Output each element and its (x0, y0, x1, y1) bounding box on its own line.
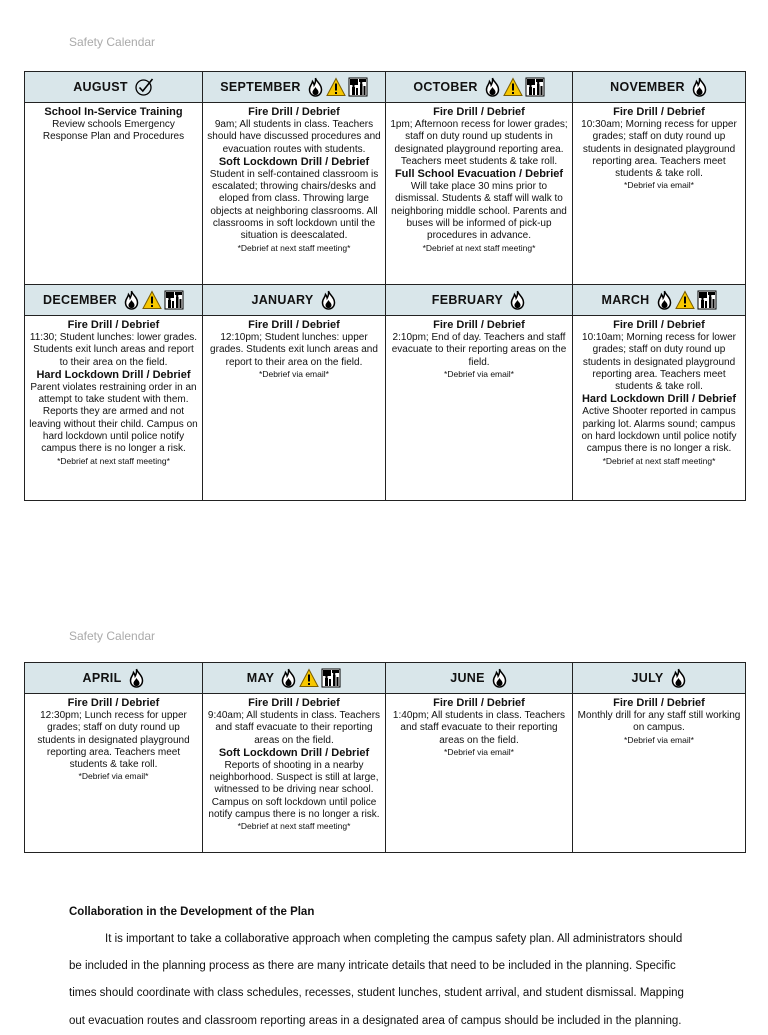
debrief-note: *Debrief at next staff meeting* (422, 242, 536, 253)
warning-icon (142, 290, 162, 310)
month-name: AUGUST (73, 79, 128, 94)
event-title: Fire Drill / Debrief (433, 106, 525, 118)
event-description: Review schools Emergency Response Plan and Procedures (42, 119, 185, 143)
event-description: Student in self-contained classroom is escalated; throwing chairs/desks and eloped from class. Throwing large objects at neighboring classrooms. All classrooms in soft lockdown until the situation is deescalated. (209, 168, 379, 242)
debrief-note: *Debrief at next staff meeting* (237, 242, 351, 253)
month-events-october (386, 103, 573, 285)
warning-icon (503, 77, 523, 97)
debrief-note: *Debrief via email* (624, 180, 694, 191)
essay-section (69, 906, 694, 1035)
month-header-march (573, 285, 746, 316)
fire-icon (280, 668, 297, 688)
debrief-note: *Debrief via email* (259, 368, 329, 379)
drill-icons (307, 77, 368, 97)
month-header-december (25, 285, 203, 316)
debrief-note: *Debrief via email* (78, 771, 149, 782)
fire-icon (320, 290, 337, 310)
event-title: Full School Evacuation / Debrief (394, 168, 564, 181)
month-header-row (25, 285, 746, 316)
fire-icon (491, 668, 508, 688)
event-title: Hard Lockdown Drill / Debrief (36, 368, 191, 381)
month-name: JULY (631, 670, 664, 685)
month-header-november (573, 72, 746, 103)
event-description: 9am; All students in class. Teachers should have discussed procedures and evacuation routes with students. (207, 119, 381, 155)
month-name: APRIL (82, 670, 122, 685)
month-header-may (203, 663, 386, 694)
month-events-june (386, 694, 573, 853)
month-content-row (25, 316, 746, 501)
month-name: DECEMBER (43, 292, 117, 307)
event-description: 2:10pm; End of day. Teachers and staff evacuate to their reporting areas on the field. (391, 332, 567, 368)
month-name: JUNE (450, 670, 485, 685)
fire-icon (691, 77, 708, 97)
event-title: Soft Lockdown Drill / Debrief (218, 155, 370, 168)
event-title: Fire Drill / Debrief (613, 106, 705, 118)
debrief-note: *Debrief at next staff meeting* (57, 455, 170, 466)
month-events-may (203, 694, 386, 853)
month-header-september (203, 72, 386, 103)
month-header-october (386, 72, 573, 103)
event-description: 1pm; Afternoon recess for lower grades; staff on duty round up students in designated playground reporting area. Teachers meet students & take roll. (390, 119, 568, 167)
safety-calendar-table (24, 662, 746, 853)
month-name: MARCH (601, 292, 650, 307)
month-events-april (25, 694, 203, 853)
event-description: 12:10pm; Student lunches: upper grades. Students exit lunch areas and report to their area on the field. (210, 332, 378, 368)
fire-icon (656, 290, 673, 310)
event-title: Fire Drill / Debrief (67, 319, 160, 331)
lockdown-icon (525, 77, 545, 97)
lockdown-icon (697, 290, 717, 310)
drill-icons (691, 77, 708, 97)
month-events-september (203, 103, 386, 285)
event-title: Fire Drill / Debrief (248, 106, 340, 118)
month-events-august (25, 103, 203, 285)
month-events-july (573, 694, 746, 853)
event-description: Reports of shooting in a nearby neighborhood. Suspect is still at large, witnessed to be driving near school. Campus on soft lockdown until police notify campus there is no longer a risk. (208, 759, 380, 821)
event-title: Fire Drill / Debrief (433, 319, 525, 331)
warning-icon (326, 77, 346, 97)
event-description: 11:30; Student lunches: lower grades. Students exit lunch areas and report to their area on the field. (29, 332, 198, 368)
drill-icons (670, 668, 687, 688)
lockdown-icon (348, 77, 368, 97)
event-description: Monthly drill for any staff still working on campus. (577, 710, 741, 734)
fire-icon (307, 77, 324, 97)
check-icon (134, 77, 154, 97)
essay-paragraph: It is important to take a collaborative approach when completing the campus safety plan. All administrators should be included in the planning process as there are many intricate details that need to be included in the planning. Specific times should coordinate with class schedules, recesses, student lunches, student arrival, and student dismissal. Mapping out evacuation routes and classroom reporting areas in a designated area of campus should be included in the planning. (69, 933, 684, 1027)
month-name: JANUARY (251, 292, 314, 307)
month-name: OCTOBER (413, 79, 478, 94)
month-name: FEBRUARY (431, 292, 504, 307)
event-title: Fire Drill / Debrief (613, 319, 705, 331)
event-description: 10:10am; Morning recess for lower grades; staff on duty round up students in designated playground reporting area. Teachers meet students & take roll. (582, 332, 736, 393)
drill-icons (656, 290, 717, 310)
month-events-december (25, 316, 203, 501)
event-title: Fire Drill / Debrief (248, 319, 340, 331)
month-name: NOVEMBER (610, 79, 685, 94)
fire-icon (509, 290, 526, 310)
warning-icon (675, 290, 695, 310)
calendar-label: Safety Calendar (69, 35, 156, 49)
event-description: Active Shooter reported in campus parking lot. Alarms sound; campus on hard lockdown until police notify campus there is no longer a risk. (581, 406, 737, 455)
month-events-february (386, 316, 573, 501)
event-title: Fire Drill / Debrief (248, 697, 340, 709)
event-title: Hard Lockdown Drill / Debrief (581, 393, 737, 406)
drill-icons (128, 668, 145, 688)
drill-icons (320, 290, 337, 310)
month-content-row (25, 694, 746, 853)
fire-icon (123, 290, 140, 310)
event-title: Fire Drill / Debrief (613, 697, 705, 709)
debrief-note: *Debrief via email* (444, 746, 514, 757)
drill-icons (491, 668, 508, 688)
drill-icons (509, 290, 526, 310)
fire-icon (484, 77, 501, 97)
month-header-april (25, 663, 203, 694)
debrief-note: *Debrief at next staff meeting* (237, 821, 351, 832)
month-header-january (203, 285, 386, 316)
event-description: 9:40am; All students in class. Teachers and staff evacuate to their reporting areas on the field. (207, 710, 381, 746)
drill-icons (484, 77, 545, 97)
month-header-july (573, 663, 746, 694)
month-name: MAY (246, 670, 275, 685)
month-header-june (386, 663, 573, 694)
event-title: School In-Service Training (44, 106, 183, 118)
month-events-march (573, 316, 746, 501)
month-name: SEPTEMBER (220, 79, 301, 94)
event-description: 1:40pm; All students in class. Teachers and staff evacuate to their reporting areas on the field. (392, 710, 566, 746)
drill-icons (280, 668, 341, 688)
month-header-february (386, 285, 573, 316)
month-header-row (25, 663, 746, 694)
drill-icons (134, 77, 154, 97)
event-description: Will take place 30 mins prior to dismissal. Students & staff will walk to neighboring middle school. Parents and buses will be informed of pick-up procedures in advance. (391, 181, 567, 242)
safety-calendar-table (24, 71, 746, 501)
fire-icon (128, 668, 145, 688)
debrief-note: *Debrief via email* (624, 734, 694, 745)
event-title: Fire Drill / Debrief (433, 697, 525, 709)
event-description: Parent violates restraining order in an attempt to take student with them. Reports they are armed and not leaving without their child. Campus on hard lockdown until police notify campus there is no longer a risk. (29, 381, 198, 455)
debrief-note: *Debrief via email* (444, 368, 514, 379)
fire-icon (670, 668, 687, 688)
event-description: 12:30pm; Lunch recess for upper grades; staff on duty round up students in designated playground reporting area. Teachers meet students & take roll. (37, 710, 190, 771)
month-events-november (573, 103, 746, 285)
lockdown-icon (321, 668, 341, 688)
lockdown-icon (164, 290, 184, 310)
event-description: 10:30am; Morning recess for upper grades; staff on duty round up students in designated playground reporting area. Teachers meet students & take roll. (581, 119, 737, 180)
event-title: Fire Drill / Debrief (67, 697, 160, 709)
essay-heading: Collaboration in the Development of the Plan (69, 906, 315, 918)
month-header-row (25, 72, 746, 103)
debrief-note: *Debrief at next staff meeting* (602, 455, 716, 466)
month-content-row (25, 103, 746, 285)
event-title: Soft Lockdown Drill / Debrief (218, 746, 370, 759)
calendar-label: Safety Calendar (69, 629, 156, 643)
warning-icon (299, 668, 319, 688)
month-header-august (25, 72, 203, 103)
month-events-january (203, 316, 386, 501)
drill-icons (123, 290, 184, 310)
